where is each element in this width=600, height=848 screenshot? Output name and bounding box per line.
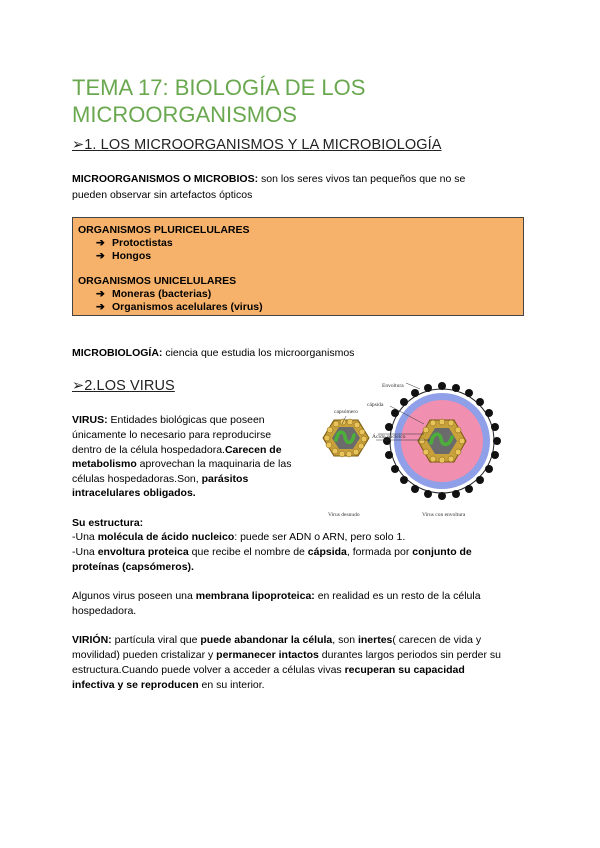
arrow-icon: ➔ <box>96 301 105 313</box>
microbiologia-definition: MICROBIOLOGÍA: ciencia que estudia los microorganismos <box>72 347 355 359</box>
group-heading-pluricelulares: ORGANISMOS PLURICELULARES <box>78 224 250 236</box>
list-item: ➔ Hongos <box>96 250 152 262</box>
arrow-icon: ➔ <box>96 237 105 249</box>
page-title: TEMA 17: BIOLOGÍA DE LOS MICROORGANISMOS <box>72 75 366 127</box>
enveloped-virus-illustration <box>383 382 501 500</box>
estructura-line: proteínas (capsómeros). <box>72 561 194 573</box>
microorganismos-definition-line-2: pueden observar sin artefactos ópticos <box>72 189 253 201</box>
estructura-line: -Una molécula de ácido nucleico: puede ser ADN o ARN, pero solo 1. <box>72 531 406 543</box>
naked-virus-illustration <box>323 419 369 457</box>
label-acido-nucleico: Ácido nucleico <box>372 434 406 440</box>
virus-definition-line: únicamente lo necesario para reproducirse <box>72 429 272 441</box>
label-virus-con-envoltura: Virus con envoltura <box>422 512 466 518</box>
classification-box <box>72 217 524 316</box>
virus-definition-line: dentro de la célula hospedadora.Carecen de <box>72 444 282 456</box>
section-heading-1: ➢1. LOS MICROORGANISMOS Y LA MICROBIOLOGÍA <box>72 137 442 153</box>
list-item: ➔ Moneras (bacterias) <box>96 288 212 300</box>
microorganismos-definition-line-1: MICROORGANISMOS O MICROBIOS: son los seres vivos tan pequeños que no se <box>72 173 466 185</box>
section-heading-2: ➢2.LOS VIRUS <box>72 378 175 394</box>
group-heading-unicelulares: ORGANISMOS UNICELULARES <box>78 275 237 287</box>
virion-line: estructura.Cuando puede volver a acceder a células vivas recuperan su capacidad <box>72 664 465 676</box>
arrow-icon: ➔ <box>96 288 105 300</box>
label-envoltura: Envoltura <box>382 383 404 389</box>
virion-line: movilidad) pueden cristalizar y permanecer intactos durantes largos periodos sin perder su <box>72 649 501 661</box>
virus-definition-line: intracelulares obligados. <box>72 487 196 499</box>
virus-definition-line: VIRUS: Entidades biológicas que poseen <box>72 414 265 426</box>
label-capsida: cápsida <box>367 402 384 408</box>
estructura-heading: Su estructura: <box>72 517 144 529</box>
virus-definition-line: células hospedadoras.Son, parásitos <box>72 473 249 485</box>
estructura-line: -Una envoltura proteica que recibe el nombre de cápsida, formada por conjunto de <box>72 546 472 558</box>
virion-line: VIRIÓN: partícula viral que puede abandonar la célula, son inertes( carecen de vida y <box>72 634 482 646</box>
list-item: ➔ Protoctistas <box>96 237 173 249</box>
label-virus-desnudo: Virus desnudo <box>328 512 360 518</box>
virion-line: infectiva y se reproducen en su interior. <box>72 679 265 691</box>
membrana-line: Algunos virus poseen una membrana lipoproteica: en realidad es un resto de la célula <box>72 590 481 602</box>
membrana-line: hospedadora. <box>72 605 137 617</box>
label-capsomero: capsómero <box>334 409 358 415</box>
list-item: ➔ Organismos acelulares (virus) <box>96 301 263 313</box>
virus-definition-line: metabolismo aprovechan la maquinaria de las <box>72 458 292 470</box>
virus-structure-diagram <box>312 378 512 524</box>
arrow-icon: ➔ <box>96 250 105 262</box>
